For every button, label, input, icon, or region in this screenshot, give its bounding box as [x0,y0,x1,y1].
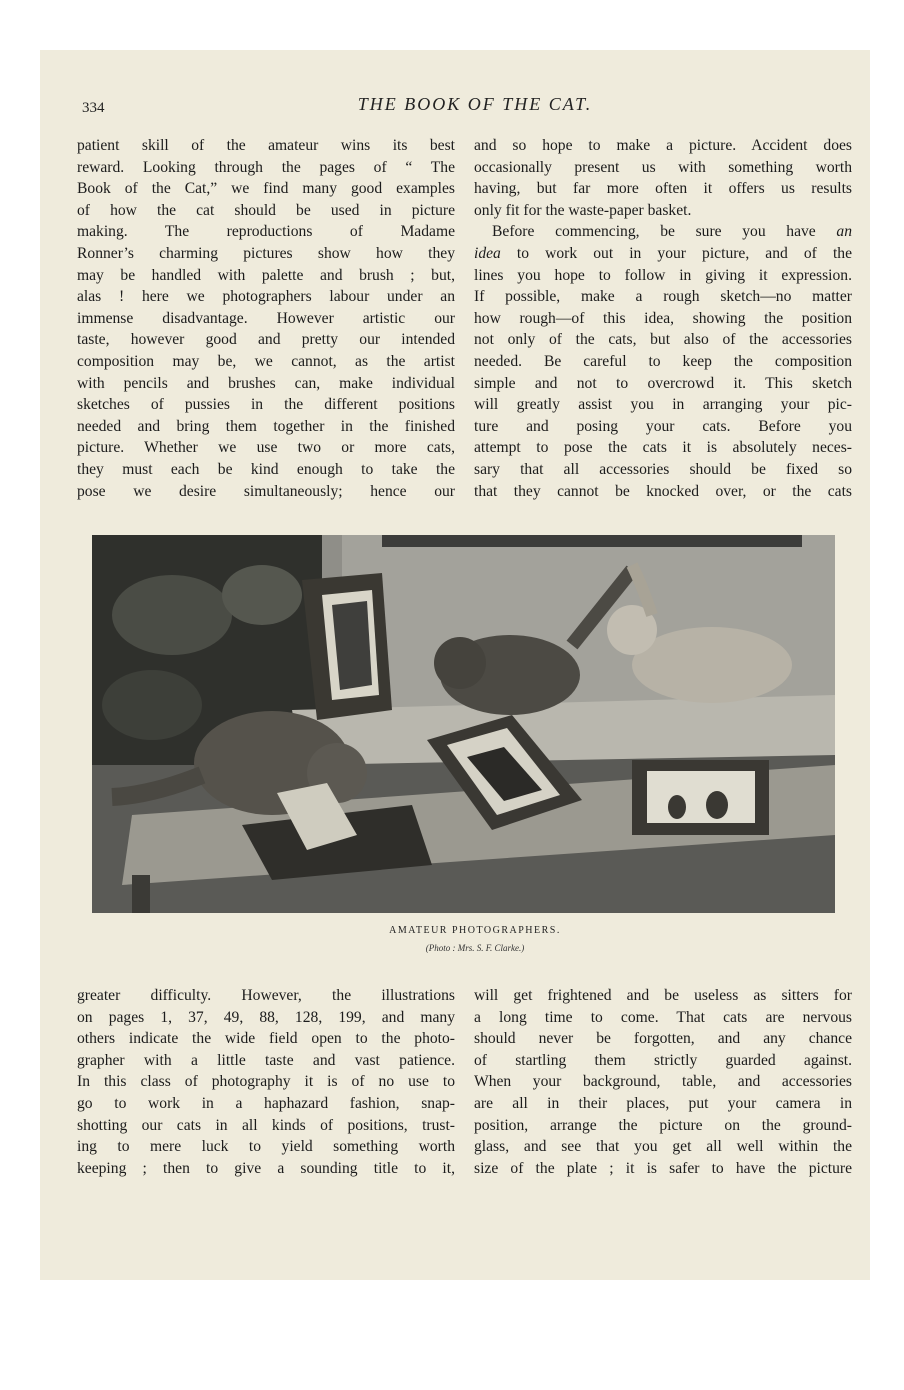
text-line: alas ! here we photographers labour under an [77,288,455,306]
text-line: sary that all accessories should be fixed so [474,460,852,478]
text-line: ture and posing your cats. Before you [474,417,852,435]
figure-caption: AMATEUR PHOTOGRAPHERS. [389,925,561,936]
text-line: will get frightened and be useless as sitters for [474,987,852,1004]
text-line: how rough—of this idea, showing the position [474,309,852,327]
text-line: shotting our cats in all kinds of positions, trust- [77,1116,455,1134]
text-line: lines you hope to follow in giving it expression. [474,266,852,284]
text-line: grapher with a little taste and vast patience. [77,1051,455,1069]
text-line: If possible, make a rough sketch—no matter [474,288,852,306]
text-line: needed and bring them together in the finished [77,417,455,435]
text-line: making. The reproductions of Madame [77,223,455,241]
text-line: ing to mere luck to yield something worth [77,1138,455,1156]
emphasis: idea [474,244,501,262]
text-line: patient skill of the amateur wins its best [77,137,455,154]
text-column-bottom-right [474,985,852,1179]
text-line: of how the cat should be used in picture [77,201,455,219]
text-line: In this class of photography it is of no use to [77,1073,455,1091]
text-column-bottom-left [77,985,455,1179]
text-line: of startling them strictly guarded against. [474,1051,852,1069]
text-line: simple and not to overcrowd it. This sketch [474,374,852,392]
photograph-cats-with-frames [92,535,835,913]
text-line: keeping ; then to give a sounding title to it, [77,1159,455,1177]
text-line [474,221,852,243]
text-line: a long time to come. That cats are nervous [474,1008,852,1026]
photograph-illustration [92,535,835,913]
text-run: Before commencing, be sure you have [492,223,837,241]
text-line: may be handled with palette and brush ; but, [77,266,455,284]
text-line: attempt to pose the cats it is absolutely neces- [474,439,852,457]
text-line: will greatly assist you in arranging your pic- [474,396,852,414]
text-line: having, but far more often it offers us results [474,180,852,198]
text-line: pose we desire simultaneously; hence our [77,482,455,500]
text-line: not only of the cats, but also of the accessories [474,331,852,349]
text-line: immense disadvantage. However artistic our [77,309,455,327]
text-line: only fit for the waste-paper basket. [474,201,692,219]
text-line: and so hope to make a picture. Accident does [474,137,852,154]
text-line: should never be forgotten, and any chance [474,1030,852,1048]
text-line [474,243,852,265]
emphasis: an [836,223,852,241]
text-line: greater difficulty. However, the illustrations [77,987,455,1004]
text-line: glass, and see that you get all well within the [474,1138,852,1156]
text-line: go to work in a haphazard fashion, snap- [77,1094,455,1112]
text-column-top-right [474,135,852,502]
text-line: they must each be kind enough to take the [77,460,455,478]
text-line: are all in their places, put your camera in [474,1094,852,1112]
text-line: When your background, table, and accessories [474,1073,852,1091]
text-line: Book of the Cat,” we find many good examples [77,180,455,198]
photo-credit: (Photo : Mrs. S. F. Clarke.) [425,943,525,953]
text-line: with pencils and brushes can, make individual [77,374,455,392]
text-line: composition may be, we cannot, as the artist [77,352,455,370]
text-column-top-left [77,135,455,502]
text-line: size of the plate ; it is safer to have the picture [474,1159,852,1177]
page-number: 334 [82,100,105,116]
text-line: taste, however good and pretty our intended [77,331,455,349]
text-run: to work out in your picture, and of the [500,244,852,262]
text-line: on pages 1, 37, 49, 88, 128, 199, and many [77,1008,455,1026]
text-line: Ronner’s charming pictures show how they [77,244,455,262]
text-line: needed. Be careful to keep the composition [474,352,852,370]
text-line: position, arrange the picture on the ground- [474,1116,852,1134]
running-title: THE BOOK OF THE CAT. [357,94,593,114]
text-line: occasionally present us with something worth [474,158,852,176]
text-line: reward. Looking through the pages of “ The [77,158,455,176]
text-line: sketches of pussies in the different positions [77,396,455,414]
book-page [40,50,870,1280]
text-line: that they cannot be knocked over, or the cats [474,482,852,500]
text-line: others indicate the wide field open to the photo- [77,1030,455,1048]
text-line: picture. Whether we use two or more cats, [77,439,455,457]
